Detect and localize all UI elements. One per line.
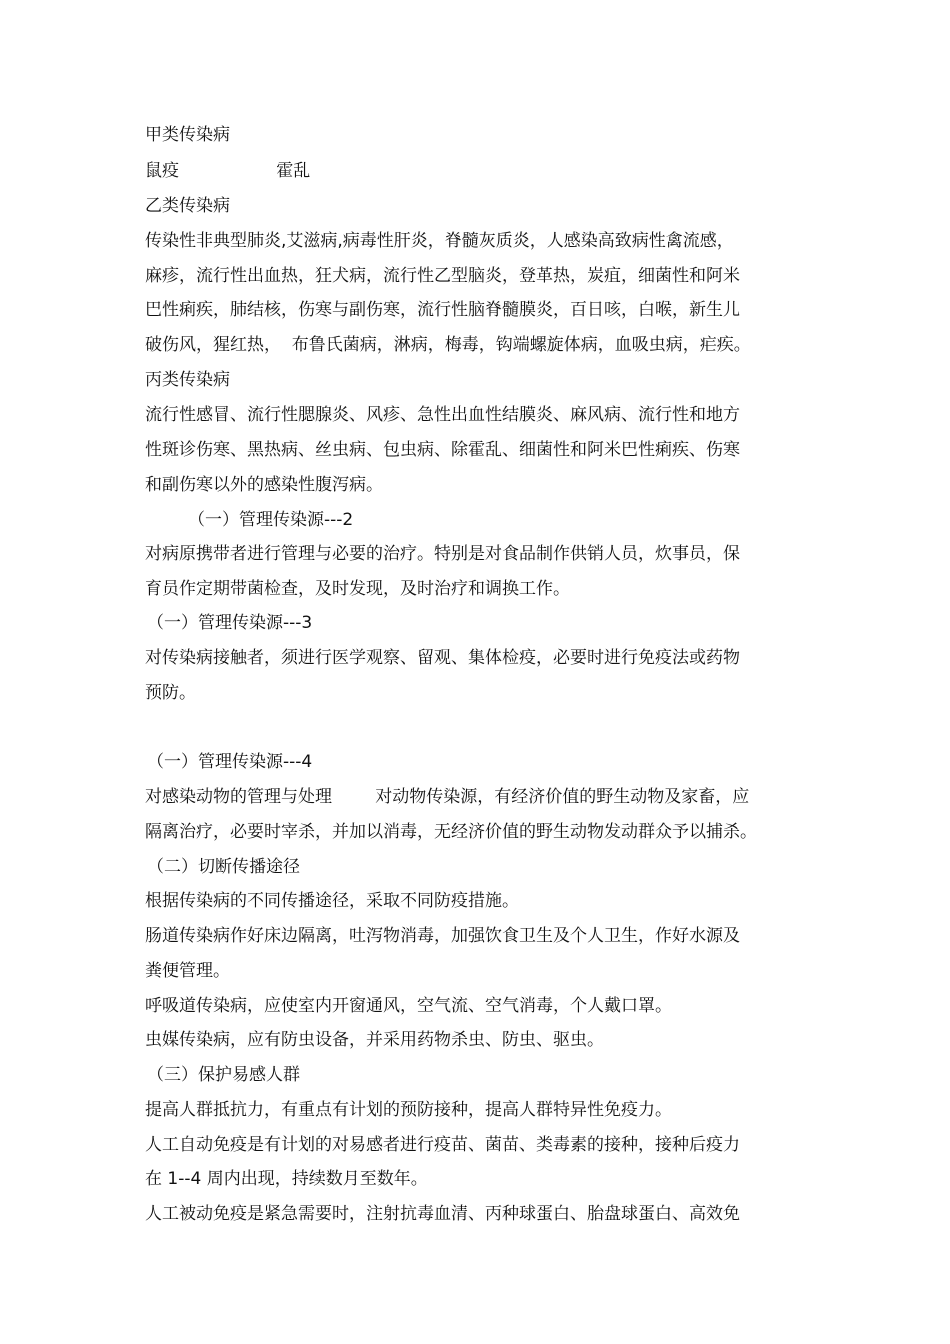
heading-manage-source-4: （一）管理传染源---4 <box>147 752 313 772</box>
class-b-line-2: 麻疹，流行性出血热，狂犬病，流行性乙型脑炎，登革热，炭疽，细菌性和阿米 <box>145 266 740 286</box>
protect-line-2: 人工自动免疫是有计划的对易感者进行疫苗、菌苗、类毒素的接种，接种后疫力 <box>145 1135 740 1155</box>
class-b-line-1: 传染性非典型肺炎,艾滋病,病毒性肝炎，脊髓灰质炎，人感染高致病性禽流感， <box>145 231 734 251</box>
heading-cut-transmission: （二）切断传播途径 <box>147 857 300 877</box>
transmission-line-4: 呼吸道传染病，应使室内开窗通风，空气流、空气消毒，个人戴口罩。 <box>145 996 672 1016</box>
protect-line-4: 人工被动免疫是紧急需要时，注射抗毒血清、丙种球蛋白、胎盘球蛋白、高效免 <box>145 1204 740 1224</box>
manage-source-2-line-2: 育员作定期带菌检查，及时发现，及时治疗和调换工作。 <box>145 579 570 599</box>
class-c-line-2: 性斑诊伤寒、黑热病、丝虫病、包虫病、除霍乱、细菌性和阿米巴性痢疾、伤寒 <box>145 440 740 460</box>
manage-source-3-line-1: 对传染病接触者，须进行医学观察、留观、集体检疫，必要时进行免疫法或药物 <box>145 648 740 668</box>
heading-class-b: 乙类传染病 <box>145 196 230 216</box>
protect-line-1: 提高人群抵抗力，有重点有计划的预防接种，提高人群特异性免疫力。 <box>145 1100 672 1120</box>
manage-source-4-line-1: 对感染动物的管理与处理 对动物传染源，有经济价值的野生动物及家畜，应 <box>145 787 750 807</box>
heading-manage-source-3: （一）管理传染源---3 <box>147 613 313 633</box>
class-c-line-3: 和副伤寒以外的感染性腹泻病。 <box>145 475 383 495</box>
class-c-line-1: 流行性感冒、流行性腮腺炎、风疹、急性出血性结膜炎、麻风病、流行性和地方 <box>145 405 740 425</box>
transmission-line-2: 肠道传染病作好床边隔离，吐泻物消毒，加强饮食卫生及个人卫生，作好水源及 <box>145 926 740 946</box>
manage-source-2-line-1: 对病原携带者进行管理与必要的治疗。特别是对食品制作供销人员，炊事员，保 <box>145 544 740 564</box>
class-b-line-3: 巴性痢疾，肺结核，伤寒与副伤寒，流行性脑脊髓膜炎，百日咳，白喉，新生儿 <box>145 300 740 320</box>
heading-class-a: 甲类传染病 <box>145 125 230 145</box>
transmission-line-3: 粪便管理。 <box>145 961 230 981</box>
manage-source-3-line-2: 预防。 <box>145 683 196 703</box>
protect-line-3: 在 1--4 周内出现，持续数月至数年。 <box>145 1169 428 1189</box>
heading-class-c: 丙类传染病 <box>145 370 230 390</box>
class-a-diseases: 鼠疫 霍乱 <box>145 161 311 181</box>
transmission-line-1: 根据传染病的不同传播途径，采取不同防疫措施。 <box>145 891 519 911</box>
heading-manage-source-2: （一）管理传染源---2 <box>188 510 354 530</box>
manage-source-4-line-2: 隔离治疗，必要时宰杀，并加以消毒，无经济价值的野生动物发动群众予以捕杀。 <box>145 822 757 842</box>
class-b-line-4: 破伤风，猩红热， 布鲁氏菌病，淋病，梅毒，钩端螺旋体病，血吸虫病，疟疾。 <box>145 335 751 355</box>
heading-protect-susceptible: （三）保护易感人群 <box>147 1065 300 1085</box>
transmission-line-5: 虫媒传染病，应有防虫设备，并采用药物杀虫、防虫、驱虫。 <box>145 1030 604 1050</box>
